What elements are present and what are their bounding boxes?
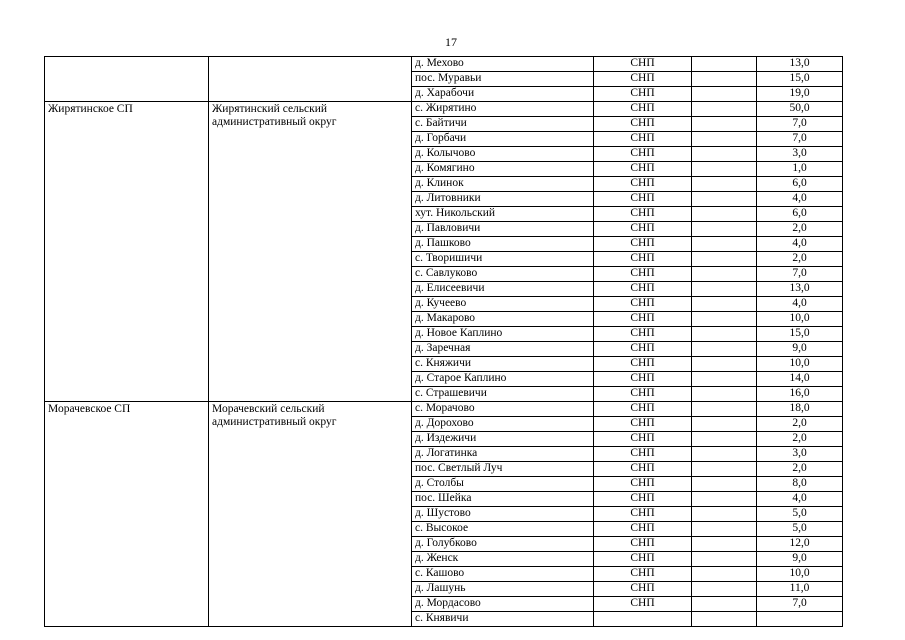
okrug-name-cell [209, 57, 412, 102]
settlement-name-cell: с. Страшевичи [412, 387, 594, 402]
settlement-value-cell: 4,0 [757, 192, 843, 207]
empty-cell [692, 357, 757, 372]
empty-cell [692, 207, 757, 222]
settlement-type-cell: СНП [594, 147, 692, 162]
settlement-name-cell: д. Пашково [412, 237, 594, 252]
settlement-type-cell: СНП [594, 537, 692, 552]
settlement-name-cell: д. Мехово [412, 57, 594, 72]
empty-cell [692, 342, 757, 357]
empty-cell [692, 57, 757, 72]
settlement-type-cell: СНП [594, 327, 692, 342]
settlement-value-cell: 6,0 [757, 207, 843, 222]
settlement-type-cell: СНП [594, 387, 692, 402]
settlement-name-cell: с. Савлуково [412, 267, 594, 282]
okrug-name-cell: Морачевский сельский административный округ [209, 402, 412, 627]
settlement-type-cell: СНП [594, 447, 692, 462]
settlement-name-cell: д. Павловичи [412, 222, 594, 237]
settlement-value-cell: 7,0 [757, 597, 843, 612]
settlement-value-cell: 12,0 [757, 537, 843, 552]
settlement-type-cell: СНП [594, 312, 692, 327]
settlement-type-cell: СНП [594, 222, 692, 237]
settlement-type-cell: СНП [594, 177, 692, 192]
empty-cell [692, 612, 757, 627]
settlement-name-cell: пос. Муравьи [412, 72, 594, 87]
empty-cell [692, 522, 757, 537]
settlement-name-cell: с. Высокое [412, 522, 594, 537]
settlement-value-cell: 8,0 [757, 477, 843, 492]
settlement-value-cell: 4,0 [757, 237, 843, 252]
empty-cell [692, 87, 757, 102]
empty-cell [692, 192, 757, 207]
settlement-type-cell: СНП [594, 267, 692, 282]
empty-cell [692, 447, 757, 462]
settlement-value-cell: 5,0 [757, 507, 843, 522]
settlement-name-cell: д. Издежичи [412, 432, 594, 447]
settlement-value-cell: 9,0 [757, 342, 843, 357]
settlement-name-cell: с. Байтичи [412, 117, 594, 132]
okrug-name-cell: Жирятинский сельский административный округ [209, 102, 412, 402]
settlement-type-cell: СНП [594, 252, 692, 267]
settlement-type-cell: СНП [594, 567, 692, 582]
settlement-value-cell: 13,0 [757, 57, 843, 72]
settlement-value-cell: 50,0 [757, 102, 843, 117]
settlement-value-cell: 5,0 [757, 522, 843, 537]
settlement-value-cell: 18,0 [757, 402, 843, 417]
empty-cell [692, 417, 757, 432]
settlement-name-cell: пос. Шейка [412, 492, 594, 507]
settlement-type-cell: СНП [594, 342, 692, 357]
settlement-value-cell: 10,0 [757, 357, 843, 372]
settlement-value-cell: 2,0 [757, 417, 843, 432]
settlement-name-cell: д. Лашунь [412, 582, 594, 597]
sp-name-cell [45, 57, 209, 102]
settlement-type-cell: СНП [594, 192, 692, 207]
settlement-name-cell: д. Старое Каплино [412, 372, 594, 387]
settlement-value-cell: 7,0 [757, 117, 843, 132]
page-number: 17 [445, 35, 457, 49]
settlement-type-cell: СНП [594, 522, 692, 537]
empty-cell [692, 147, 757, 162]
settlement-type-cell: СНП [594, 462, 692, 477]
empty-cell [692, 297, 757, 312]
settlement-name-cell: д. Клинок [412, 177, 594, 192]
empty-cell [692, 402, 757, 417]
settlement-value-cell: 2,0 [757, 462, 843, 477]
settlements-table [44, 56, 843, 627]
settlement-type-cell: СНП [594, 582, 692, 597]
settlement-type-cell: СНП [594, 237, 692, 252]
settlement-type-cell: СНП [594, 357, 692, 372]
settlement-name-cell: с. Кашово [412, 567, 594, 582]
settlement-value-cell: 2,0 [757, 432, 843, 447]
settlement-name-cell: д. Литовники [412, 192, 594, 207]
settlement-type-cell: СНП [594, 297, 692, 312]
settlement-value-cell: 3,0 [757, 447, 843, 462]
settlement-name-cell: пос. Светлый Луч [412, 462, 594, 477]
empty-cell [692, 507, 757, 522]
empty-cell [692, 162, 757, 177]
table-row [45, 402, 843, 417]
empty-cell [692, 267, 757, 282]
settlement-value-cell: 7,0 [757, 267, 843, 282]
settlement-type-cell [594, 612, 692, 627]
settlement-value-cell: 14,0 [757, 372, 843, 387]
settlement-value-cell: 6,0 [757, 177, 843, 192]
settlement-name-cell: д. Елисеевичи [412, 282, 594, 297]
settlements-table-body [45, 57, 843, 627]
settlement-value-cell: 2,0 [757, 252, 843, 267]
settlement-name-cell: д. Мордасово [412, 597, 594, 612]
settlement-name-cell: д. Колычово [412, 147, 594, 162]
settlement-type-cell: СНП [594, 417, 692, 432]
empty-cell [692, 177, 757, 192]
empty-cell [692, 552, 757, 567]
settlement-name-cell: с. Морачово [412, 402, 594, 417]
settlement-type-cell: СНП [594, 432, 692, 447]
settlement-value-cell: 9,0 [757, 552, 843, 567]
settlement-value-cell: 19,0 [757, 87, 843, 102]
empty-cell [692, 282, 757, 297]
empty-cell [692, 597, 757, 612]
settlement-name-cell: д. Голубково [412, 537, 594, 552]
settlement-value-cell: 7,0 [757, 132, 843, 147]
settlement-type-cell: СНП [594, 552, 692, 567]
settlement-value-cell: 10,0 [757, 312, 843, 327]
empty-cell [692, 237, 757, 252]
settlement-value-cell: 16,0 [757, 387, 843, 402]
table-row [45, 102, 843, 117]
empty-cell [692, 252, 757, 267]
settlement-value-cell: 15,0 [757, 327, 843, 342]
settlement-type-cell: СНП [594, 402, 692, 417]
settlement-type-cell: СНП [594, 57, 692, 72]
settlement-name-cell: д. Новое Каплино [412, 327, 594, 342]
empty-cell [692, 582, 757, 597]
settlement-name-cell: д. Комягино [412, 162, 594, 177]
sp-name-cell: Морачевское СП [45, 402, 209, 627]
settlement-name-cell: с. Жирятино [412, 102, 594, 117]
empty-cell [692, 432, 757, 447]
table-row [45, 57, 843, 72]
settlement-name-cell: с. Княвичи [412, 612, 594, 627]
settlement-type-cell: СНП [594, 132, 692, 147]
settlement-type-cell: СНП [594, 87, 692, 102]
empty-cell [692, 477, 757, 492]
settlement-name-cell: с. Творишичи [412, 252, 594, 267]
settlement-name-cell: д. Горбачи [412, 132, 594, 147]
settlement-value-cell: 4,0 [757, 297, 843, 312]
settlement-name-cell: д. Женск [412, 552, 594, 567]
settlement-type-cell: СНП [594, 102, 692, 117]
settlement-value-cell: 13,0 [757, 282, 843, 297]
settlement-value-cell: 4,0 [757, 492, 843, 507]
settlement-name-cell: д. Заречная [412, 342, 594, 357]
empty-cell [692, 132, 757, 147]
empty-cell [692, 462, 757, 477]
settlement-value-cell [757, 612, 843, 627]
settlement-name-cell: д. Шустово [412, 507, 594, 522]
settlement-type-cell: СНП [594, 72, 692, 87]
settlement-type-cell: СНП [594, 492, 692, 507]
empty-cell [692, 567, 757, 582]
settlement-type-cell: СНП [594, 117, 692, 132]
settlement-type-cell: СНП [594, 162, 692, 177]
settlement-value-cell: 3,0 [757, 147, 843, 162]
empty-cell [692, 222, 757, 237]
empty-cell [692, 372, 757, 387]
settlement-type-cell: СНП [594, 282, 692, 297]
settlement-type-cell: СНП [594, 477, 692, 492]
settlement-type-cell: СНП [594, 207, 692, 222]
empty-cell [692, 312, 757, 327]
settlement-value-cell: 11,0 [757, 582, 843, 597]
settlement-name-cell: д. Столбы [412, 477, 594, 492]
settlement-name-cell: д. Макарово [412, 312, 594, 327]
empty-cell [692, 387, 757, 402]
empty-cell [692, 117, 757, 132]
settlement-name-cell: д. Харабочи [412, 87, 594, 102]
empty-cell [692, 537, 757, 552]
settlement-value-cell: 15,0 [757, 72, 843, 87]
settlement-value-cell: 1,0 [757, 162, 843, 177]
settlement-name-cell: с. Княжичи [412, 357, 594, 372]
empty-cell [692, 102, 757, 117]
sp-name-cell: Жирятинское СП [45, 102, 209, 402]
settlement-value-cell: 2,0 [757, 222, 843, 237]
settlement-name-cell: д. Дорохово [412, 417, 594, 432]
empty-cell [692, 72, 757, 87]
empty-cell [692, 492, 757, 507]
settlement-name-cell: д. Логатинка [412, 447, 594, 462]
settlement-type-cell: СНП [594, 507, 692, 522]
settlement-name-cell: хут. Никольский [412, 207, 594, 222]
settlement-type-cell: СНП [594, 372, 692, 387]
settlement-name-cell: д. Кучеево [412, 297, 594, 312]
settlement-value-cell: 10,0 [757, 567, 843, 582]
settlement-type-cell: СНП [594, 597, 692, 612]
empty-cell [692, 327, 757, 342]
